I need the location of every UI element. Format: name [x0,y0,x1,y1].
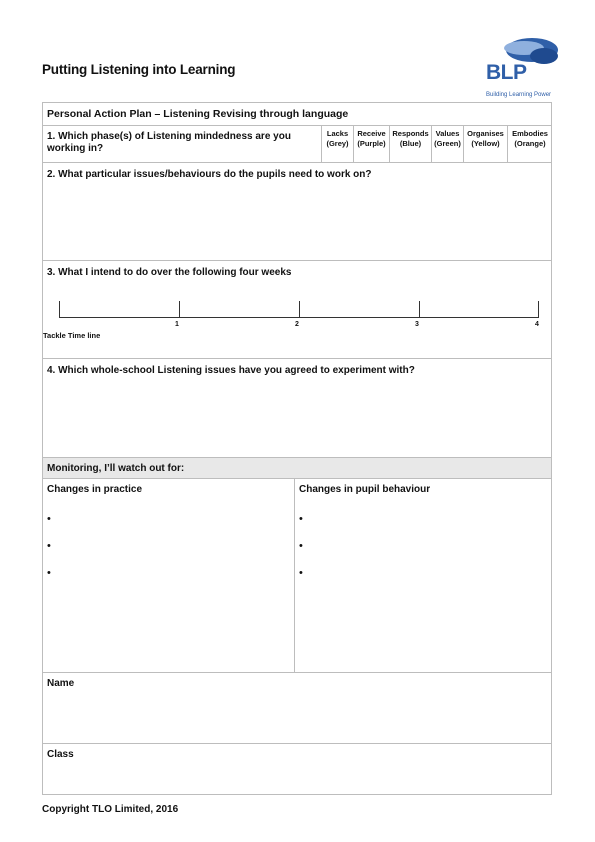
timeline-tick [419,301,420,318]
timeline-week-4: 4 [535,321,539,328]
question-1: 1. Which phase(s) of Listening mindedness are you working in? [47,131,291,154]
timeline-label: Tackle Time line [43,331,101,340]
action-plan-form [42,102,552,795]
changes-practice-column[interactable] [43,479,295,672]
bullet-point: • [299,540,303,552]
bullet-point: • [47,567,51,579]
form-heading-row [43,103,551,126]
question-2: 2. What particular issues/behaviours do the pupils need to work on? [47,169,372,180]
blp-logo [486,36,562,100]
form-heading: Personal Action Plan – Listening Revising through language [47,108,349,120]
question-3: 3. What I intend to do over the following four weeks [47,267,292,278]
phase-receive[interactable]: Receive (Purple) [353,126,389,162]
bullet-point: • [47,540,51,552]
timeline-tick [538,301,539,318]
question-2-section[interactable] [43,163,551,261]
bullet-point: • [299,567,303,579]
class-field[interactable] [43,744,551,795]
timeline [59,301,539,331]
phase-values[interactable]: Values (Green) [431,126,463,162]
monitoring-label: Monitoring, I’ll watch out for: [47,463,185,474]
bullet-point: • [299,513,303,525]
name-field[interactable] [43,673,551,744]
timeline-week-1: 1 [175,321,179,328]
phase-responds[interactable]: Responds (Blue) [389,126,431,162]
question-4-section[interactable] [43,359,551,458]
changes-pupil-column[interactable] [295,479,551,672]
logo-text: BLP [486,61,527,84]
timeline-tick [179,301,180,318]
monitoring-header [43,458,551,479]
phase-embodies[interactable]: Embodies (Orange) [507,126,552,162]
copyright-footer: Copyright TLO Limited, 2016 [42,804,179,815]
timeline-tick-start [59,301,60,318]
page-title: Putting Listening into Learning [42,62,236,77]
question-4: 4. Which whole-school Listening issues have you agreed to experiment with? [47,365,415,376]
timeline-tick [299,301,300,318]
question-3-section[interactable] [43,261,551,359]
class-label: Class [47,749,74,760]
changes-practice-label: Changes in practice [47,484,143,495]
timeline-week-2: 2 [295,321,299,328]
logo-tagline: Building Learning Power [486,92,552,98]
timeline-week-3: 3 [415,321,419,328]
changes-pupil-label: Changes in pupil behaviour [299,484,431,495]
phase-organises[interactable]: Organises (Yellow) [463,126,507,162]
monitoring-section [43,479,551,673]
name-label: Name [47,678,75,689]
phase-lacks[interactable]: Lacks (Grey) [321,126,353,162]
phase-row [43,126,551,163]
bullet-point: • [47,513,51,525]
